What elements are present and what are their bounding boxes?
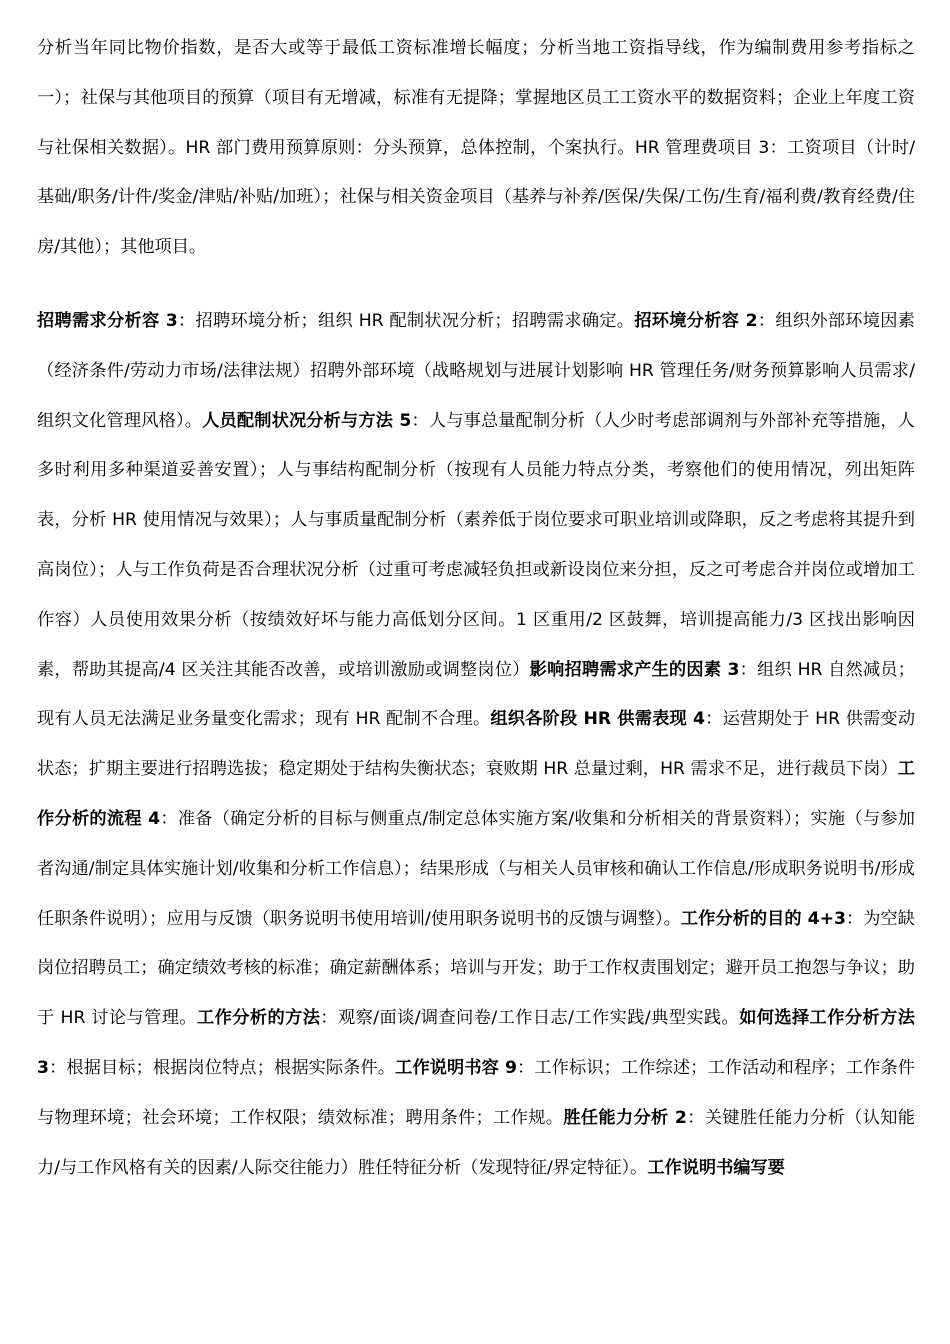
document-page [37,24,915,1193]
heading-run: 工作分析的流程 4 [37,759,915,829]
text-run: ：关键胜任能力分析（认知能力/与工作风格有关的因素/人际交往能力）胜任特征分析（发现特征/界定特征）。 [37,1107,915,1178]
text-run: ：运营期处于 HR 供需变动状态；扩期主要进行招聘选拔；稳定期处于结构失衡状态；衰败期 HR 总量过剩，HR 需求不足，进行裁员下岗） [37,709,916,780]
text-run: ：组织 HR 自然减员；现有人员无法满足业务量变化需求；现有 HR 配制不合理。 [37,659,915,730]
heading-run: 如何选择工作分析方法 3 [37,1008,915,1078]
heading-run: 工作分析的方法 [197,1008,321,1029]
heading-run: 工作分析的目的 4+3 [680,908,846,929]
text-run: ：根据目标；根据岗位特点；根据实际条件。 [48,1057,396,1078]
text-run: ：招聘环境分析；组织 HR 配制状况分析；招聘需求确定。 [177,310,635,331]
heading-run: 影响招聘需求产生的因素 3 [529,659,740,680]
paragraph-budget [37,24,915,273]
heading-run: 招聘需求分析容 3 [37,310,178,331]
heading-run: 工作说明书编写要 [647,1157,785,1178]
text-run: ：观察/面谈/调查问卷/工作日志/工作实践/典型实践。 [320,1008,740,1029]
text-run: ：准备（确定分析的目标与侧重点/制定总体实施方案/收集和分析相关的背景资料）；实施（与参加者沟通/制定具体实施计划/收集和分析工作信息）；结果形成（与相关人员审核和确认工作信息/形成职务说明书/形成任职条件说明）；应用与反馈（职务说明书使用培训/使用职务说明书的反馈与调整）。 [37,808,915,929]
heading-run: 人员配制状况分析与方法 5 [202,410,412,431]
heading-run: 组织各阶段 HR 供需表现 4 [490,709,705,730]
heading-run: 胜任能力分析 2 [563,1107,687,1128]
text-run: ：为空缺岗位招聘员工；确定绩效考核的标准；确定薪酬体系；培训与开发；助于工作权责围划定；避开员工抱怨与争议；助于 HR 讨论与管理。 [37,908,915,1029]
text-run: ：人与事总量配制分析（人少时考虑部调剂与外部补充等措施，人多时利用多种渠道妥善安置）；人与事结构配制分析（按现有人员能力特点分类，考察他们的使用情况，列出矩阵表，分析 HR 使用情况与效果）；人与事质量配制分析（素养低于岗位要求可职业培训或降职，反之考虑将其提升到高岗位）；人与工作负荷是否合理状况分析（过重可考虑减轻负担或新设岗位来分担，反之可考虑合并岗位或增加工作容）人员使用效果分析（按绩效好坏与能力高低划分区间。1 区重用/2 区鼓舞，培训提高能力/3 区找出影响因素，帮助其提高/4 区关注其能否改善，或培训激励或调整岗位） [37,410,915,680]
heading-run: 招环境分析容 2 [634,310,758,331]
text-run: ：工作标识；工作综述；工作活动和程序；工作条件与物理环境；社会环境；工作权限；绩效标准；聘用条件；工作规。 [37,1057,915,1128]
text-run: 分析当年同比物价指数，是否大或等于最低工资标准增长幅度；分析当地工资指导线，作为编制费用参考指标之一）；社保与其他项目的预算（项目有无增减，标准有无提降；掌握地区员工工资水平的数据资料；企业上年度工资与社保相关数据）。HR 部门费用预算原则：分头预算，总体控制，个案执行。HR 管理费项目 3：工资项目（计时/基础/职务/计件/奖金/津贴/补贴/加班）；社保与相关资金项目（基养与补养/医保/失保/工伤/生育/福利费/教育经费/住房/其他）；其他项目。 [37,38,915,258]
text-run: ：组织外部环境因素（经济条件/劳动力市场/法律法规）招聘外部环境（战略规划与进展计划影响 HR 管理任务/财务预算影响人员需求/组织文化管理风格）。 [37,310,915,431]
heading-run: 工作说明书容 9 [395,1057,518,1078]
paragraph-recruitment [37,297,915,1193]
